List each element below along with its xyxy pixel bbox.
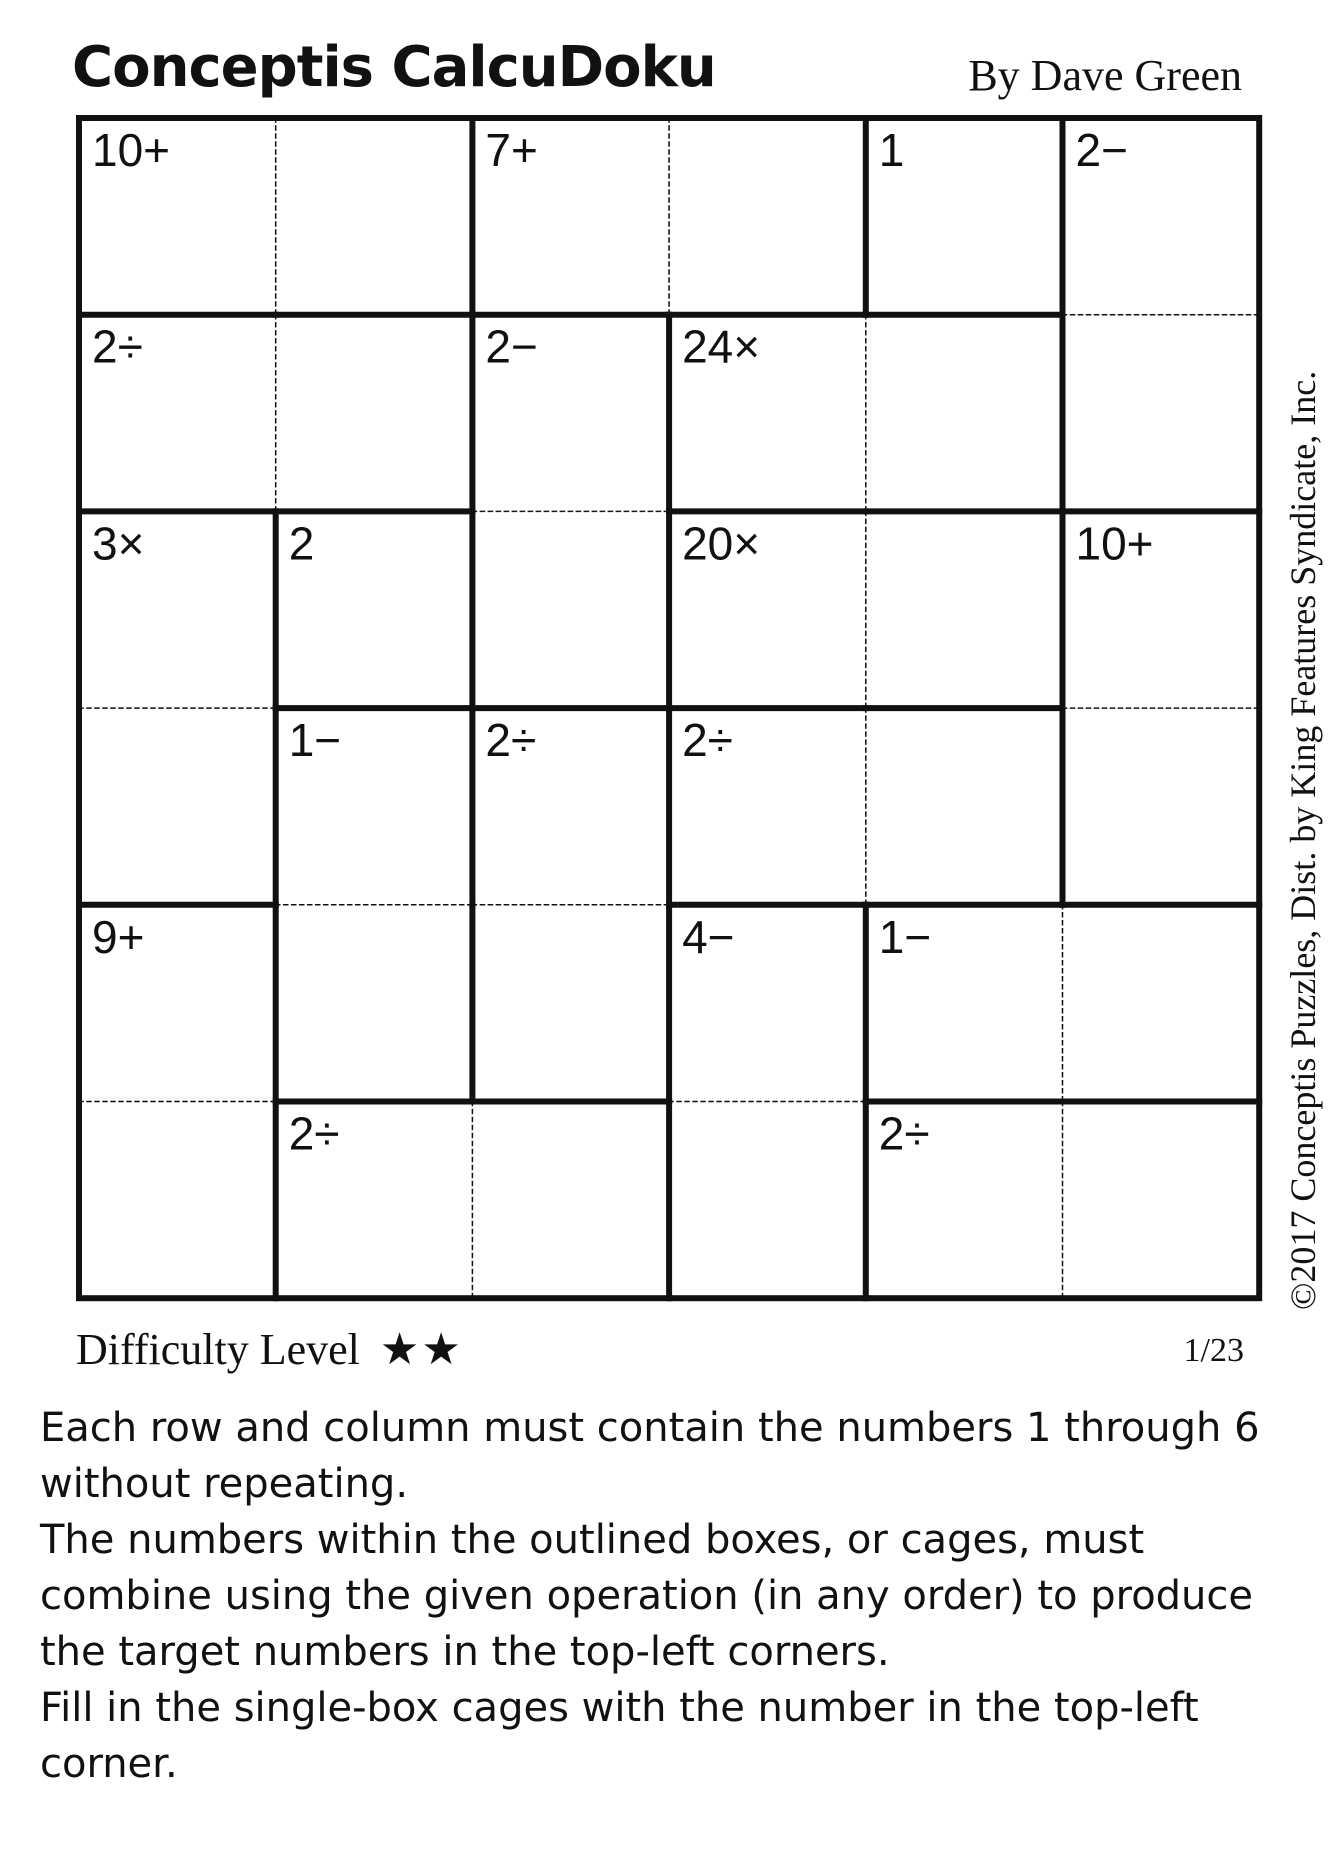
difficulty-stars-icon: ★★	[379, 1325, 463, 1374]
cage-clue: 2−	[1075, 124, 1128, 176]
author-byline: By Dave Green	[968, 51, 1242, 100]
cage-clue: 3×	[92, 517, 145, 570]
cage-clue: 2	[288, 517, 315, 570]
cage-clue: 2÷	[682, 714, 733, 767]
rule-line: Each row and column must contain the numbers 1 through 6 without repeating.	[40, 1405, 1260, 1507]
grid-cell[interactable]	[866, 511, 1063, 708]
rule-line: Fill in the single-box cages with the number in the top-left corner.	[40, 1685, 1199, 1787]
puzzle-number: 1/23	[1183, 1332, 1244, 1369]
rules-text	[40, 1400, 1300, 1792]
copyright-notice: ©2017 Conceptis Puzzles, Dist. by King Features Syndicate, Inc.	[1283, 370, 1323, 1310]
grid-cell[interactable]	[1063, 905, 1260, 1102]
cage-clue: 9+	[92, 910, 145, 963]
difficulty-level	[76, 1325, 463, 1374]
grid-cell[interactable]	[669, 1102, 866, 1299]
cage-clue: 1−	[878, 910, 932, 963]
grid-cell[interactable]	[866, 708, 1063, 905]
grid-cell[interactable]	[472, 511, 669, 708]
cage-clue: 2−	[485, 320, 538, 373]
grid-cell[interactable]	[669, 118, 866, 315]
cage-clue: 20×	[682, 517, 761, 570]
cage-clue: 10+	[92, 124, 171, 176]
grid-cell[interactable]	[472, 905, 669, 1102]
grid-cell[interactable]	[1063, 708, 1260, 905]
cage-clue: 2÷	[92, 320, 143, 373]
grid-cell[interactable]	[79, 708, 276, 905]
cage-clue: 4−	[682, 910, 735, 963]
rule-line: The numbers within the outlined boxes, or cages, must combine using the given operation (in any order) to produce the target numbers in the top-left corners.	[40, 1517, 1254, 1675]
puzzle-board[interactable]	[76, 115, 1266, 1305]
grid-cell[interactable]	[276, 315, 473, 512]
grid-cell[interactable]	[276, 118, 473, 315]
grid-cell[interactable]	[1063, 315, 1260, 512]
cage-clue: 7+	[485, 124, 538, 176]
cage-clue: 24×	[682, 320, 761, 373]
cage-clue: 2÷	[485, 714, 537, 767]
grid-cell[interactable]	[1063, 1102, 1260, 1299]
grid-cell[interactable]	[79, 1102, 276, 1299]
puzzle-grid	[76, 115, 1266, 1305]
cage-clue: 10+	[1075, 517, 1154, 570]
cage-clue: 1	[878, 124, 905, 176]
cage-clue: 2÷	[878, 1107, 930, 1160]
cage-clue: 1−	[288, 714, 342, 767]
difficulty-label: Difficulty Level	[76, 1325, 360, 1374]
grid-cell[interactable]	[276, 905, 473, 1102]
grid-cell[interactable]	[866, 315, 1063, 512]
cage-clue: 2÷	[288, 1107, 340, 1160]
puzzle-title: Conceptis CalcuDoku	[72, 35, 716, 100]
grid-cell[interactable]	[472, 1102, 669, 1299]
